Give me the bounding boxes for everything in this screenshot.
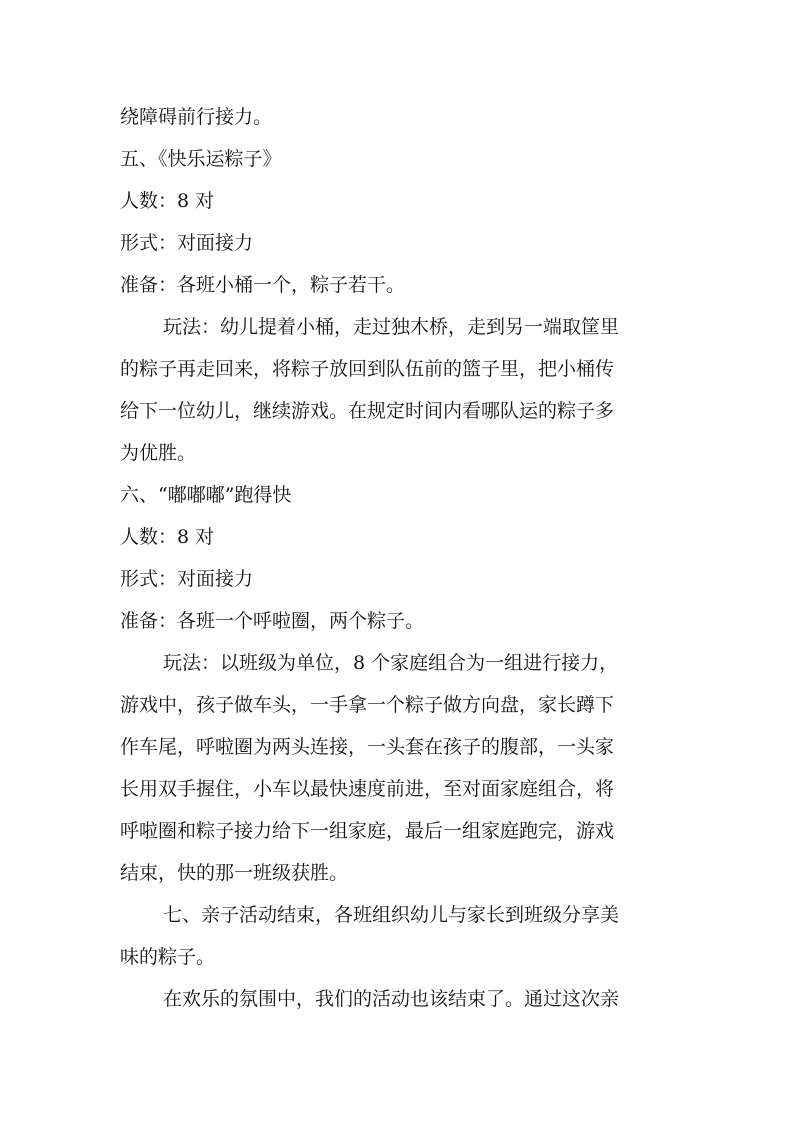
text-line: 七、亲子活动结束，各班组织幼儿与家长到班级分享美 — [163, 904, 620, 926]
text-line: 的粽子再走回来，将粽子放回到队伍前的篮子里，把小桶传 — [120, 358, 615, 380]
text-line: 味的粽子。 — [120, 946, 216, 968]
text-line: 形式：对面接力 — [120, 568, 254, 590]
text-line: 绕障碍前行接力。 — [120, 106, 273, 128]
text-line: 人数：8 对 — [120, 190, 215, 212]
text-line: 游戏中，孩子做车头，一手拿一个粽子做方向盘，家长蹲下 — [120, 694, 615, 716]
text-line: 人数：8 对 — [120, 526, 215, 548]
section-heading: 五、《快乐运粽子》 — [120, 148, 282, 170]
text-line: 呼啦圈和粽子接力给下一组家庭，最后一组家庭跑完，游戏 — [120, 820, 615, 842]
text-line: 为优胜。 — [120, 442, 197, 464]
section-heading: 六、“嘟嘟嘟”跑得快 — [120, 484, 292, 506]
text-line: 结束，快的那一班级获胜。 — [120, 862, 349, 884]
text-line: 给下一位幼儿，继续游戏。在规定时间内看哪队运的粽子多 — [120, 400, 615, 422]
text-line: 作车尾，呼啦圈为两头连接，一头套在孩子的腹部，一头家 — [120, 736, 615, 758]
text-line: 在欢乐的氛围中，我们的活动也该结束了。通过这次亲 — [163, 988, 620, 1010]
text-line: 准备：各班小桶一个，粽子若干。 — [120, 274, 406, 296]
text-line: 玩法：幼儿提着小桶，走过独木桥，走到另一端取筐里 — [163, 316, 620, 338]
text-line: 形式：对面接力 — [120, 232, 254, 254]
text-line: 玩法：以班级为单位，8 个家庭组合为一组进行接力， — [163, 652, 619, 674]
text-line: 准备：各班一个呼啦圈，两个粽子。 — [120, 610, 425, 632]
text-line: 长用双手握住，小车以最快速度前进，至对面家庭组合，将 — [120, 778, 615, 800]
